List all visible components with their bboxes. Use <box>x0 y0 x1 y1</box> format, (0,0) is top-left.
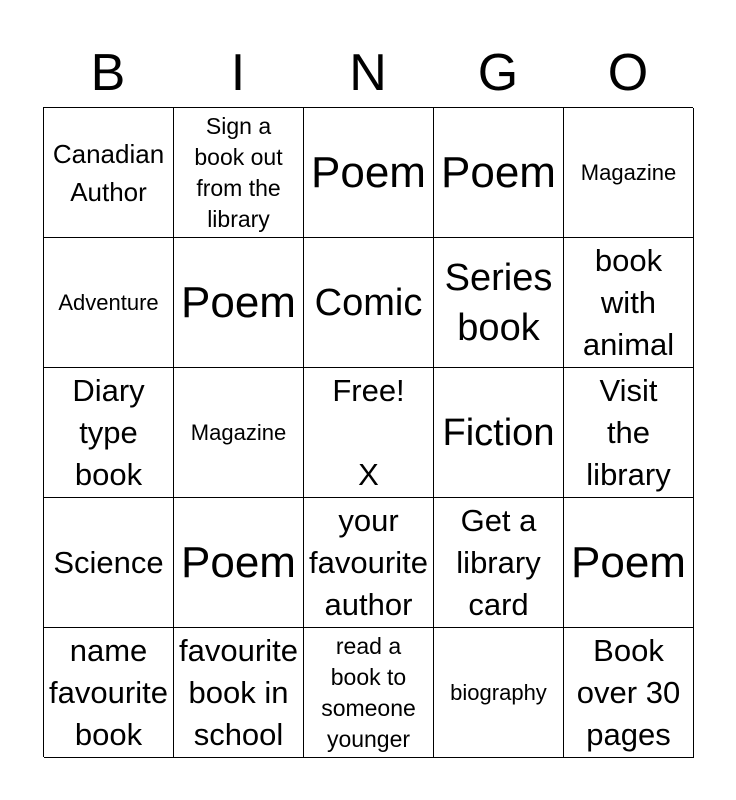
bingo-cell[interactable] <box>564 498 694 628</box>
bingo-cell[interactable] <box>174 628 304 758</box>
cell-label: Comic <box>314 281 423 324</box>
bingo-cell[interactable] <box>174 238 304 368</box>
bingo-cell[interactable] <box>44 498 174 628</box>
bingo-cell[interactable] <box>174 368 304 498</box>
cell-label: Diary type book <box>72 372 145 492</box>
bingo-cell[interactable] <box>304 238 434 368</box>
bingo-header <box>43 38 693 108</box>
bingo-cell[interactable] <box>564 108 694 238</box>
bingo-cell[interactable] <box>304 628 434 758</box>
bingo-cell[interactable] <box>304 498 434 628</box>
bingo-cell[interactable] <box>44 238 174 368</box>
cell-label: Poem <box>571 537 686 587</box>
cell-label: Adventure <box>58 289 159 315</box>
bingo-cell[interactable] <box>44 368 174 498</box>
cell-label: Poem <box>441 147 556 197</box>
bingo-cell[interactable] <box>434 628 564 758</box>
bingo-cell[interactable] <box>44 108 174 238</box>
header-letter-n: N <box>349 44 387 102</box>
header-letter-i: I <box>230 44 246 102</box>
cell-label: Magazine <box>190 419 287 445</box>
bingo-cell[interactable] <box>304 108 434 238</box>
free-space-cell[interactable] <box>304 368 434 498</box>
bingo-cell[interactable] <box>434 238 564 368</box>
cell-label: book with animal <box>582 242 675 362</box>
bingo-cell[interactable] <box>564 238 694 368</box>
cell-label: Poem <box>181 277 296 327</box>
bingo-cell[interactable] <box>44 628 174 758</box>
bingo-grid <box>43 107 693 757</box>
bingo-cell[interactable] <box>174 108 304 238</box>
cell-label: Book over 30 pages <box>576 632 681 752</box>
bingo-cell[interactable] <box>434 108 564 238</box>
header-letter-o: O <box>607 44 649 102</box>
bingo-cell[interactable] <box>174 498 304 628</box>
cell-label: read a book to someone younger <box>321 632 416 752</box>
cell-label: Series book <box>444 256 553 349</box>
header-letter-b: B <box>90 44 126 102</box>
cell-label: favourite book in school <box>179 632 298 752</box>
cell-label: Free! X <box>332 372 405 492</box>
cell-label: Poem <box>311 147 426 197</box>
cell-label: Visit the library <box>586 372 671 492</box>
cell-label: name favourite book <box>49 632 168 752</box>
bingo-cell[interactable] <box>564 628 694 758</box>
cell-label: Poem <box>181 537 296 587</box>
header-letter-g: G <box>477 44 519 102</box>
bingo-cell[interactable] <box>564 368 694 498</box>
cell-label: Science <box>53 544 164 580</box>
cell-label: Fiction <box>442 411 555 454</box>
cell-label: your favourite author <box>309 502 428 622</box>
cell-label: Get a library card <box>456 502 541 622</box>
cell-label: Canadian Author <box>52 138 165 207</box>
bingo-cell[interactable] <box>434 368 564 498</box>
cell-label: biography <box>450 679 547 705</box>
cell-label: Magazine <box>580 159 677 185</box>
bingo-cell[interactable] <box>434 498 564 628</box>
cell-label: Sign a book out from the library <box>194 112 283 232</box>
